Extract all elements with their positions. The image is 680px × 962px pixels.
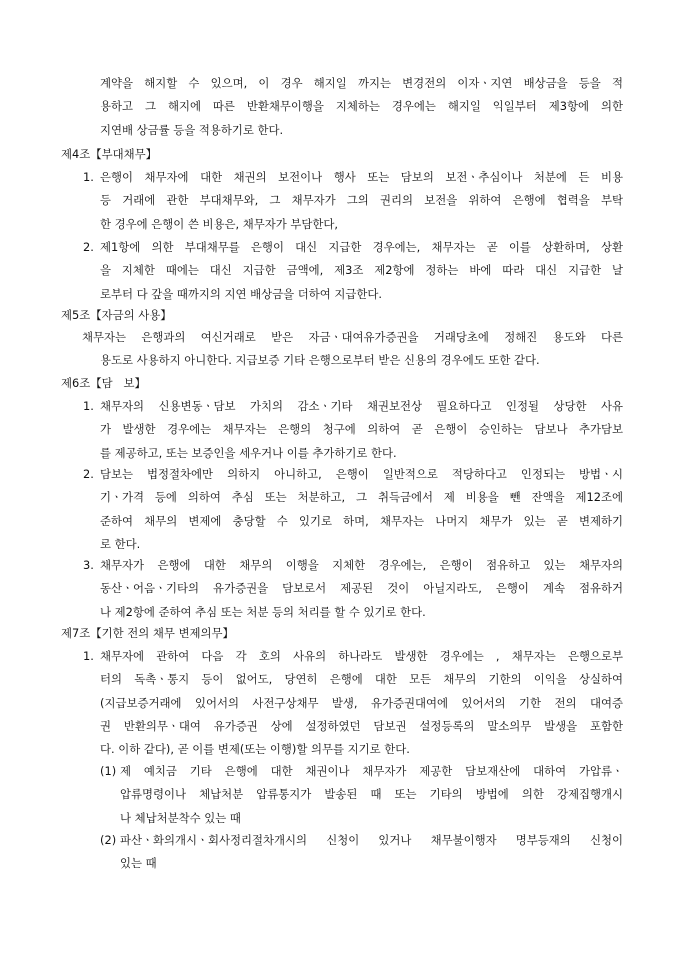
text-line: 로부터 다 갚을 때까지의 지연 배상금을 더하여 지급한다. xyxy=(100,286,383,301)
text-line: 가 발생한 경우에는 채무자는 은행의 청구에 의하여 곧 은행이 승인하는 담보나 추가담보 xyxy=(100,422,623,437)
text-line: 채무자는 은행과의 여신거래로 받은 자금ㆍ대여유가증권을 거래당초에 정해진 용도와 다른 xyxy=(82,330,623,344)
subitem-number: (2) xyxy=(100,833,117,847)
article-4-heading: 제4조【부대채무】 xyxy=(61,147,158,161)
text-line: 제 예치금 기타 은행에 대한 채권이나 채무자가 제공한 담보재산에 대하여 가압류ㆍ xyxy=(120,764,623,778)
text-line: 압류명령이나 체납처분 압류통지가 발송된 때 또는 기타의 방법에 의한 강제집행개시 xyxy=(120,787,623,802)
text-line: 채무자의 신용변동ㆍ담보 가치의 감소ㆍ기타 채권보전상 필요하다고 인정될 상당한 사유 xyxy=(100,399,623,413)
text-line: 있는 때 xyxy=(120,856,157,871)
text-line: 제1항에 의한 부대채무를 은행이 대신 지급한 경우에는, 채무자는 곧 이를 상환하며, 상환 xyxy=(100,240,623,254)
text-line: 기ㆍ가격 등에 의하여 추심 또는 처분하고, 그 취득금에서 제 비용을 뺀 잔액을 제12조에 xyxy=(100,490,623,505)
text-line: 다. 이하 같다), 곧 이를 변제(또는 이행)할 의무를 지기로 한다. xyxy=(100,742,410,757)
text-line: 지연배 상금률 등을 적용하기로 한다. xyxy=(100,122,284,137)
article-4-item-1 xyxy=(100,166,623,236)
text-line: 용도로 사용하지 아니한다. 지급보증 기타 은행으로부터 받은 신용의 경우에도 또한 같다. xyxy=(100,353,540,367)
text-line: 동산ㆍ어음ㆍ기타의 유가증권을 담보로서 제공된 것이 아닐지라도, 은행이 계속 점유하거 xyxy=(100,581,623,596)
article-6-item-3 xyxy=(100,554,623,624)
text-line: 나 제2항에 준하여 추심 또는 처분 등의 처리를 할 수 있기로 한다. xyxy=(100,604,426,619)
text-line: 한 경우에 은행이 쓴 비용은, 채무자가 부담한다, xyxy=(100,216,339,231)
text-line: (지급보증거래에 있어서의 사전구상채무 발생, 유가증권대여에 있어서의 기한 전의 대여증 xyxy=(100,695,623,710)
text-line: 채무자가 은행에 대한 채무의 이행을 지체한 경우에는, 은행이 점유하고 있는 채무자의 xyxy=(100,558,623,572)
text-line: 나 체납처분착수 있는 때 xyxy=(120,810,241,825)
article-7-item-1 xyxy=(100,645,623,761)
item-number: 1. xyxy=(83,170,94,184)
item-number: 3. xyxy=(83,558,94,572)
article-6-item-2 xyxy=(100,463,623,556)
text-line: 담보는 법정절차에만 의하지 아니하고, 은행이 일반적으로 적당하다고 인정되는 방법ㆍ시 xyxy=(100,467,623,481)
item-number: 2. xyxy=(83,240,94,254)
text-line: 파산ㆍ화의개시ㆍ회사정리절차개시의 신청이 있거나 채무불이행자 명부등재의 신청이 xyxy=(120,833,623,847)
article-4-item-2 xyxy=(100,236,623,306)
text-line: 등 거래에 관한 부대채무와, 그 채무자가 그의 권리의 보전을 위하여 은행에 협력을 부탁 xyxy=(100,193,623,208)
text-line: 을 지체한 때에는 대신 지급한 금액에, 제3조 제2항에 정하는 바에 따라 대신 지급한 날 xyxy=(100,263,623,278)
article-7-heading: 제7조【기한 전의 채무 변제의무】 xyxy=(61,626,234,640)
item-number: 1. xyxy=(83,399,94,413)
intro-paragraph xyxy=(100,72,623,142)
item-number: 2. xyxy=(83,467,94,481)
subitem-number: (1) xyxy=(100,764,117,778)
text-line: 용하고 그 해지에 따른 반환채무이행을 지체하는 경우에는 해지일 익일부터 제3항에 의한 xyxy=(100,99,623,114)
article-7-subitem-1 xyxy=(120,760,623,830)
text-line: 계약을 해지할 수 있으며, 이 경우 해지일 까지는 변경전의 이자ㆍ지연 배상금을 등을 적 xyxy=(100,76,623,90)
text-line: 를 제공하고, 또는 보증인을 세우거나 이를 추가하기로 한다. xyxy=(100,445,397,460)
article-6-item-1 xyxy=(100,395,623,465)
article-6-heading: 제6조【담 보】 xyxy=(61,376,146,390)
text-line: 채무자에 관하여 다음 각 호의 사유의 하나라도 발생한 경우에는 , 채무자는 은행으로부 xyxy=(100,649,623,663)
article-5-heading: 제5조【자금의 사용】 xyxy=(61,308,172,322)
text-line: 로 한다. xyxy=(100,536,141,551)
item-number: 1. xyxy=(83,649,94,663)
text-line: 준하여 채무의 변제에 충당할 수 있기로 하며, 채무자는 나머지 채무가 있는 곧 변제하기 xyxy=(100,513,623,528)
article-7-subitem-2 xyxy=(120,829,623,876)
text-line: 터의 독촉ㆍ통지 등이 없어도, 당연히 은행에 대한 모든 채무의 기한의 이익을 상실하여 xyxy=(100,672,623,687)
text-line: 은행이 채무자에 대한 채권의 보전이나 행사 또는 담보의 보전ㆍ추심이나 처분에 든 비용 xyxy=(100,170,623,184)
text-line: 권 반환의무ㆍ대여 유가증권 상에 설정하였던 담보권 설정등록의 말소의무 발생을 포함한 xyxy=(100,718,623,733)
